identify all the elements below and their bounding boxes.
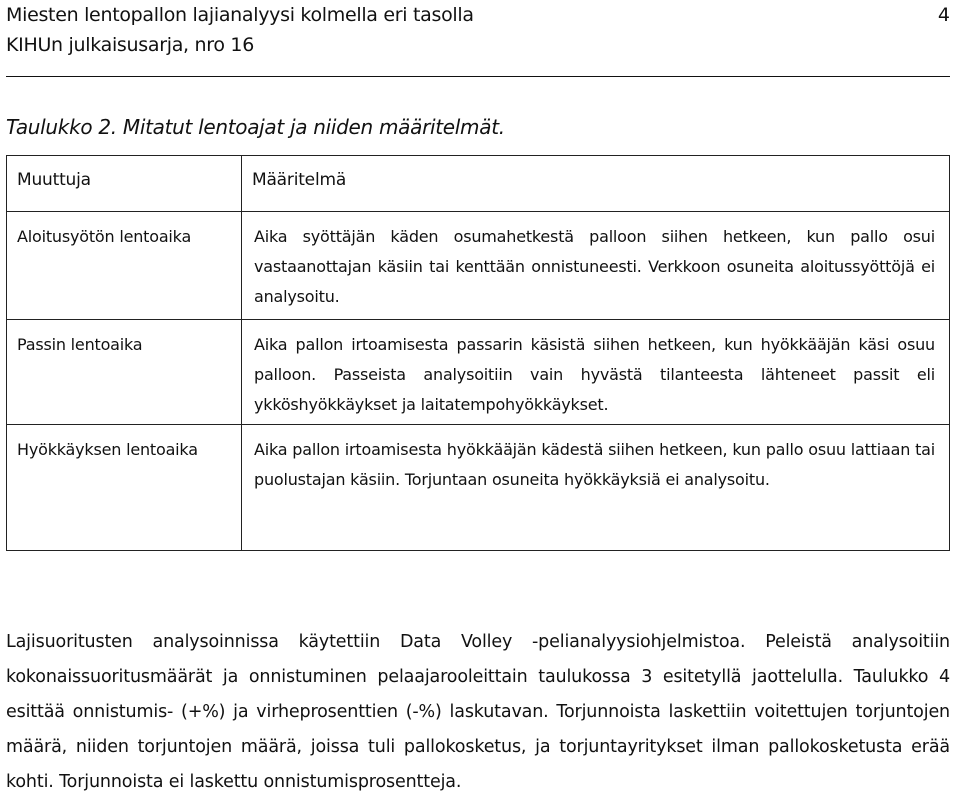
- definition-cell: Aika pallon irtoamisesta hyökkääjän kädestä siihen hetkeen, kun pallo osuu lattiaan tai puolustajan käsiin. Torjuntaan osuneita hyökkäyksiä ei analysoitu.: [242, 425, 950, 551]
- definition-cell: Aika syöttäjän käden osumahetkestä palloon siihen hetkeen, kun pallo osui vastaanottajan käsiin tai kenttään onnistuneesti. Verkkoon osuneita aloitussyöttöjä ei analysoitu.: [242, 212, 950, 320]
- body-paragraph: Lajisuoritusten analysoinnissa käytettiin Data Volley -pelianalyysiohjelmistoa. Peleistä analysoitiin kokonaissuoritusmäärät ja onnistuminen pelaajarooleittain taulukossa 3 esitetyllä jaottelulla. Taulukko 4 esittää onnistumis- (+%) ja virheprosenttien (-%) laskutavan. Torjunnoista laskettiin voitettujen torjuntojen määrä, niiden torjuntojen määrä, joissa tuli pallokosketus, ja torjuntayritykset ilman pallokosketusta erää kohti. Torjunnoista ei laskettu onnistumisprosentteja.: [6, 632, 950, 792]
- table-row: [7, 425, 950, 551]
- page-header: [6, 0, 950, 76]
- column-header-variable: Muuttuja: [7, 156, 242, 212]
- table-caption: Taulukko 2. Mitatut lentoajat ja niiden määritelmät.: [6, 115, 505, 139]
- table-row: [7, 320, 950, 425]
- variable-cell: Hyökkäyksen lentoaika: [7, 425, 242, 551]
- header-series: KIHUn julkaisusarja, nro 16: [6, 34, 255, 56]
- variable-cell: Aloitusyötön lentoaika: [7, 212, 242, 320]
- definitions-table: [6, 155, 950, 551]
- header-title: Miesten lentopallon lajianalyysi kolmella eri tasolla: [6, 4, 474, 26]
- header-divider: [6, 76, 950, 77]
- variable-cell: Passin lentoaika: [7, 320, 242, 425]
- definition-cell: Aika pallon irtoamisesta passarin käsistä siihen hetkeen, kun hyökkääjän käsi osuu palloon. Passeista analysoitiin vain hyvästä tilanteesta lähteneet passit eli ykköshyökkäykset ja laitatempohyökkäykset.: [242, 320, 950, 425]
- page-number: 4: [937, 4, 950, 26]
- column-header-definition: Määritelmä: [242, 156, 950, 212]
- table-header-row: [7, 156, 950, 212]
- table-row: [7, 212, 950, 320]
